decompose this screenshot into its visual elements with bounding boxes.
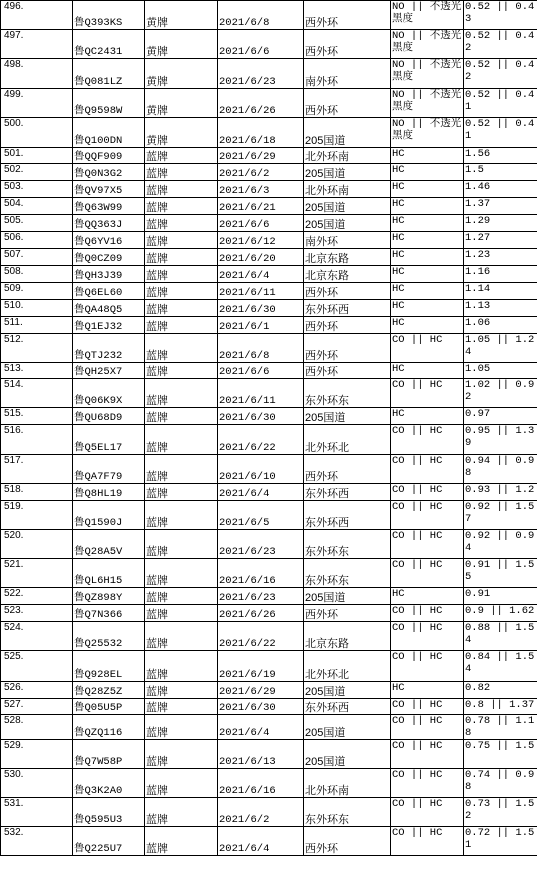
pollutant-cell: HC <box>391 682 464 699</box>
plate-color-cell: 蓝牌 <box>145 215 218 232</box>
table-row <box>1 501 537 530</box>
road-cell: 205国道 <box>304 198 391 215</box>
pollutant-cell: HC <box>391 266 464 283</box>
row-number-cell: 526. <box>1 682 73 699</box>
plate-number-cell: 鲁Q081LZ <box>73 59 145 89</box>
pollutant-cell: HC <box>391 408 464 425</box>
row-number-cell: 528. <box>1 715 73 740</box>
plate-number-cell: 鲁Q0N3G2 <box>73 164 145 181</box>
value-cell: 0.78 || 1.18 <box>464 715 537 740</box>
date-cell: 2021/6/4 <box>218 827 304 856</box>
plate-number-cell: 鲁Q225U7 <box>73 827 145 856</box>
pollutant-cell: HC <box>391 249 464 266</box>
table-row <box>1 249 537 266</box>
value-cell: 0.52 || 0.41 <box>464 118 537 148</box>
date-cell: 2021/6/26 <box>218 89 304 118</box>
row-number-cell: 516. <box>1 425 73 455</box>
table-row <box>1 715 537 740</box>
row-number-cell: 513. <box>1 363 73 379</box>
value-cell: 1.14 <box>464 283 537 300</box>
table-row <box>1 425 537 455</box>
plate-number-cell: 鲁Q28Z5Z <box>73 682 145 699</box>
table-row <box>1 300 537 317</box>
plate-number-cell: 鲁Q7W58P <box>73 740 145 769</box>
row-number-cell: 501. <box>1 148 73 164</box>
plate-number-cell: 鲁Q6EL60 <box>73 283 145 300</box>
road-cell: 西外环 <box>304 334 391 363</box>
road-cell: 205国道 <box>304 715 391 740</box>
road-cell: 北京东路 <box>304 266 391 283</box>
plate-color-cell: 蓝牌 <box>145 379 218 408</box>
pollutant-cell: HC <box>391 181 464 198</box>
date-cell: 2021/6/8 <box>218 1 304 30</box>
row-number-cell: 531. <box>1 798 73 827</box>
table-row <box>1 59 537 89</box>
row-number-cell: 507. <box>1 249 73 266</box>
pollutant-cell: CO || HC <box>391 798 464 827</box>
value-cell: 1.02 || 0.92 <box>464 379 537 408</box>
road-cell: 西外环 <box>304 1 391 30</box>
row-number-cell: 517. <box>1 455 73 484</box>
date-cell: 2021/6/2 <box>218 798 304 827</box>
plate-color-cell: 蓝牌 <box>145 651 218 682</box>
row-number-cell: 510. <box>1 300 73 317</box>
date-cell: 2021/6/22 <box>218 622 304 651</box>
date-cell: 2021/6/8 <box>218 334 304 363</box>
plate-color-cell: 蓝牌 <box>145 425 218 455</box>
row-number-cell: 509. <box>1 283 73 300</box>
road-cell: 205国道 <box>304 408 391 425</box>
plate-color-cell: 蓝牌 <box>145 164 218 181</box>
plate-color-cell: 蓝牌 <box>145 181 218 198</box>
plate-color-cell: 蓝牌 <box>145 559 218 588</box>
date-cell: 2021/6/11 <box>218 283 304 300</box>
road-cell: 西外环 <box>304 89 391 118</box>
table-row <box>1 89 537 118</box>
table-row <box>1 266 537 283</box>
road-cell: 205国道 <box>304 740 391 769</box>
row-number-cell: 498. <box>1 59 73 89</box>
plate-color-cell: 黄牌 <box>145 89 218 118</box>
pollutant-cell: CO || HC <box>391 740 464 769</box>
row-number-cell: 521. <box>1 559 73 588</box>
plate-color-cell: 蓝牌 <box>145 588 218 605</box>
table-row <box>1 484 537 501</box>
value-cell: 1.5 <box>464 164 537 181</box>
table-row <box>1 181 537 198</box>
plate-number-cell: 鲁QC2431 <box>73 30 145 59</box>
pollutant-cell: HC <box>391 300 464 317</box>
table-row <box>1 215 537 232</box>
plate-color-cell: 黄牌 <box>145 59 218 89</box>
value-cell: 0.88 || 1.54 <box>464 622 537 651</box>
date-cell: 2021/6/21 <box>218 198 304 215</box>
pollutant-cell: HC <box>391 198 464 215</box>
pollutant-cell: CO || HC <box>391 484 464 501</box>
plate-number-cell: 鲁QQ363J <box>73 215 145 232</box>
value-cell: 0.91 || 1.55 <box>464 559 537 588</box>
value-cell: 1.56 <box>464 148 537 164</box>
plate-number-cell: 鲁Q9598W <box>73 89 145 118</box>
plate-color-cell: 蓝牌 <box>145 455 218 484</box>
road-cell: 205国道 <box>304 164 391 181</box>
table-row <box>1 699 537 715</box>
pollutant-cell: HC <box>391 232 464 249</box>
pollutant-cell: NO || 不透光黑度 <box>391 59 464 89</box>
table-row <box>1 408 537 425</box>
row-number-cell: 519. <box>1 501 73 530</box>
plate-number-cell: 鲁Q6YV16 <box>73 232 145 249</box>
value-cell: 1.46 <box>464 181 537 198</box>
road-cell: 西外环 <box>304 827 391 856</box>
plate-number-cell: 鲁QA48Q5 <box>73 300 145 317</box>
value-cell: 0.92 || 0.94 <box>464 530 537 559</box>
pollutant-cell: CO || HC <box>391 715 464 740</box>
road-cell: 西外环 <box>304 317 391 334</box>
pollutant-cell: CO || HC <box>391 559 464 588</box>
pollutant-cell: CO || HC <box>391 699 464 715</box>
date-cell: 2021/6/5 <box>218 501 304 530</box>
date-cell: 2021/6/26 <box>218 605 304 622</box>
plate-color-cell: 蓝牌 <box>145 827 218 856</box>
plate-color-cell: 蓝牌 <box>145 715 218 740</box>
plate-number-cell: 鲁QH25X7 <box>73 363 145 379</box>
value-cell: 0.95 || 1.39 <box>464 425 537 455</box>
date-cell: 2021/6/23 <box>218 59 304 89</box>
table-row <box>1 283 537 300</box>
row-number-cell: 525. <box>1 651 73 682</box>
plate-color-cell: 蓝牌 <box>145 740 218 769</box>
table-row <box>1 164 537 181</box>
road-cell: 西外环 <box>304 363 391 379</box>
date-cell: 2021/6/30 <box>218 300 304 317</box>
plate-color-cell: 黄牌 <box>145 118 218 148</box>
value-cell: 0.92 || 1.57 <box>464 501 537 530</box>
value-cell: 0.91 <box>464 588 537 605</box>
plate-number-cell: 鲁QL6H15 <box>73 559 145 588</box>
pollutant-cell: NO || 不透光黑度 <box>391 118 464 148</box>
pollutant-cell: CO || HC <box>391 651 464 682</box>
plate-color-cell: 黄牌 <box>145 30 218 59</box>
date-cell: 2021/6/6 <box>218 363 304 379</box>
plate-number-cell: 鲁Q100DN <box>73 118 145 148</box>
road-cell: 北外环南 <box>304 181 391 198</box>
date-cell: 2021/6/22 <box>218 425 304 455</box>
value-cell: 1.05 <box>464 363 537 379</box>
table-body <box>1 1 537 856</box>
value-cell: 0.75 || 1.5 <box>464 740 537 769</box>
plate-color-cell: 蓝牌 <box>145 408 218 425</box>
plate-number-cell: 鲁QU68D9 <box>73 408 145 425</box>
date-cell: 2021/6/29 <box>218 682 304 699</box>
value-cell: 0.97 <box>464 408 537 425</box>
value-cell: 0.74 || 0.98 <box>464 769 537 798</box>
value-cell: 1.16 <box>464 266 537 283</box>
road-cell: 北外环南 <box>304 769 391 798</box>
plate-number-cell: 鲁QZ898Y <box>73 588 145 605</box>
plate-color-cell: 蓝牌 <box>145 283 218 300</box>
date-cell: 2021/6/30 <box>218 408 304 425</box>
pollutant-cell: HC <box>391 215 464 232</box>
date-cell: 2021/6/23 <box>218 530 304 559</box>
table-row <box>1 588 537 605</box>
plate-number-cell: 鲁Q0CZ09 <box>73 249 145 266</box>
plate-number-cell: 鲁Q7N366 <box>73 605 145 622</box>
row-number-cell: 512. <box>1 334 73 363</box>
row-number-cell: 504. <box>1 198 73 215</box>
plate-number-cell: 鲁Q05U5P <box>73 699 145 715</box>
road-cell: 北外环南 <box>304 148 391 164</box>
value-cell: 1.23 <box>464 249 537 266</box>
value-cell: 0.82 <box>464 682 537 699</box>
row-number-cell: 514. <box>1 379 73 408</box>
table-row <box>1 334 537 363</box>
row-number-cell: 506. <box>1 232 73 249</box>
plate-color-cell: 蓝牌 <box>145 266 218 283</box>
plate-color-cell: 蓝牌 <box>145 699 218 715</box>
road-cell: 东外环东 <box>304 559 391 588</box>
value-cell: 1.06 <box>464 317 537 334</box>
road-cell: 205国道 <box>304 118 391 148</box>
row-number-cell: 502. <box>1 164 73 181</box>
date-cell: 2021/6/6 <box>218 30 304 59</box>
value-cell: 0.52 || 0.42 <box>464 59 537 89</box>
value-cell: 1.13 <box>464 300 537 317</box>
date-cell: 2021/6/30 <box>218 699 304 715</box>
plate-number-cell: 鲁QQF909 <box>73 148 145 164</box>
value-cell: 0.52 || 0.41 <box>464 89 537 118</box>
table-row <box>1 148 537 164</box>
date-cell: 2021/6/19 <box>218 651 304 682</box>
value-cell: 0.52 || 0.42 <box>464 30 537 59</box>
road-cell: 西外环 <box>304 605 391 622</box>
pollutant-cell: CO || HC <box>391 530 464 559</box>
table-row <box>1 622 537 651</box>
plate-number-cell: 鲁Q393KS <box>73 1 145 30</box>
row-number-cell: 520. <box>1 530 73 559</box>
date-cell: 2021/6/23 <box>218 588 304 605</box>
pollutant-cell: NO || 不透光黑度 <box>391 1 464 30</box>
pollutant-cell: NO || 不透光黑度 <box>391 30 464 59</box>
date-cell: 2021/6/20 <box>218 249 304 266</box>
date-cell: 2021/6/16 <box>218 559 304 588</box>
value-cell: 1.29 <box>464 215 537 232</box>
row-number-cell: 524. <box>1 622 73 651</box>
road-cell: 西外环 <box>304 455 391 484</box>
road-cell: 北外环北 <box>304 425 391 455</box>
row-number-cell: 503. <box>1 181 73 198</box>
road-cell: 西外环 <box>304 283 391 300</box>
plate-color-cell: 蓝牌 <box>145 682 218 699</box>
value-cell: 0.84 || 1.54 <box>464 651 537 682</box>
row-number-cell: 522. <box>1 588 73 605</box>
pollutant-cell: HC <box>391 317 464 334</box>
date-cell: 2021/6/2 <box>218 164 304 181</box>
row-number-cell: 500. <box>1 118 73 148</box>
pollutant-cell: CO || HC <box>391 501 464 530</box>
pollutant-cell: HC <box>391 164 464 181</box>
table-row <box>1 682 537 699</box>
plate-number-cell: 鲁QH3J39 <box>73 266 145 283</box>
table-row <box>1 740 537 769</box>
plate-number-cell: 鲁QA7F79 <box>73 455 145 484</box>
table-row <box>1 363 537 379</box>
road-cell: 西外环 <box>304 30 391 59</box>
row-number-cell: 530. <box>1 769 73 798</box>
plate-number-cell: 鲁Q928EL <box>73 651 145 682</box>
pollutant-cell: CO || HC <box>391 379 464 408</box>
plate-number-cell: 鲁Q8HL19 <box>73 484 145 501</box>
value-cell: 0.72 || 1.51 <box>464 827 537 856</box>
pollutant-cell: CO || HC <box>391 622 464 651</box>
plate-number-cell: 鲁QZQ116 <box>73 715 145 740</box>
plate-color-cell: 蓝牌 <box>145 363 218 379</box>
pollutant-cell: CO || HC <box>391 605 464 622</box>
value-cell: 1.37 <box>464 198 537 215</box>
road-cell: 205国道 <box>304 215 391 232</box>
row-number-cell: 496. <box>1 1 73 30</box>
table-row <box>1 1 537 30</box>
plate-number-cell: 鲁Q63W99 <box>73 198 145 215</box>
date-cell: 2021/6/3 <box>218 181 304 198</box>
row-number-cell: 511. <box>1 317 73 334</box>
table-row <box>1 232 537 249</box>
table-row <box>1 798 537 827</box>
value-cell: 1.27 <box>464 232 537 249</box>
road-cell: 南外环 <box>304 59 391 89</box>
plate-color-cell: 蓝牌 <box>145 232 218 249</box>
table-row <box>1 530 537 559</box>
table-row <box>1 827 537 856</box>
date-cell: 2021/6/18 <box>218 118 304 148</box>
plate-color-cell: 蓝牌 <box>145 501 218 530</box>
plate-number-cell: 鲁Q5EL17 <box>73 425 145 455</box>
date-cell: 2021/6/6 <box>218 215 304 232</box>
value-cell: 0.94 || 0.98 <box>464 455 537 484</box>
table-row <box>1 769 537 798</box>
plate-color-cell: 黄牌 <box>145 1 218 30</box>
date-cell: 2021/6/12 <box>218 232 304 249</box>
road-cell: 北京东路 <box>304 249 391 266</box>
pollutant-cell: CO || HC <box>391 425 464 455</box>
road-cell: 东外环西 <box>304 699 391 715</box>
table-row <box>1 317 537 334</box>
plate-number-cell: 鲁Q06K9X <box>73 379 145 408</box>
row-number-cell: 518. <box>1 484 73 501</box>
table-row <box>1 379 537 408</box>
plate-color-cell: 蓝牌 <box>145 334 218 363</box>
date-cell: 2021/6/13 <box>218 740 304 769</box>
date-cell: 2021/6/16 <box>218 769 304 798</box>
plate-number-cell: 鲁QTJ232 <box>73 334 145 363</box>
road-cell: 东外环西 <box>304 300 391 317</box>
pollutant-cell: CO || HC <box>391 334 464 363</box>
plate-number-cell: 鲁Q28A5V <box>73 530 145 559</box>
plate-number-cell: 鲁Q1590J <box>73 501 145 530</box>
pollutant-cell: CO || HC <box>391 769 464 798</box>
plate-color-cell: 蓝牌 <box>145 798 218 827</box>
plate-number-cell: 鲁Q595U3 <box>73 798 145 827</box>
pollutant-cell: HC <box>391 588 464 605</box>
plate-color-cell: 蓝牌 <box>145 622 218 651</box>
table-row <box>1 651 537 682</box>
plate-color-cell: 蓝牌 <box>145 769 218 798</box>
date-cell: 2021/6/1 <box>218 317 304 334</box>
value-cell: 0.9 || 1.62 <box>464 605 537 622</box>
road-cell: 南外环 <box>304 232 391 249</box>
date-cell: 2021/6/11 <box>218 379 304 408</box>
road-cell: 东外环东 <box>304 798 391 827</box>
row-number-cell: 499. <box>1 89 73 118</box>
row-number-cell: 505. <box>1 215 73 232</box>
row-number-cell: 527. <box>1 699 73 715</box>
row-number-cell: 523. <box>1 605 73 622</box>
plate-number-cell: 鲁Q25532 <box>73 622 145 651</box>
plate-color-cell: 蓝牌 <box>145 317 218 334</box>
table-row <box>1 118 537 148</box>
pollutant-cell: NO || 不透光黑度 <box>391 89 464 118</box>
table-row <box>1 30 537 59</box>
plate-number-cell: 鲁QV97X5 <box>73 181 145 198</box>
date-cell: 2021/6/4 <box>218 484 304 501</box>
plate-color-cell: 蓝牌 <box>145 198 218 215</box>
value-cell: 0.93 || 1.2 <box>464 484 537 501</box>
road-cell: 205国道 <box>304 682 391 699</box>
row-number-cell: 508. <box>1 266 73 283</box>
plate-number-cell: 鲁Q3K2A0 <box>73 769 145 798</box>
table-row <box>1 605 537 622</box>
row-number-cell: 497. <box>1 30 73 59</box>
road-cell: 东外环西 <box>304 501 391 530</box>
value-cell: 0.8 || 1.37 <box>464 699 537 715</box>
road-cell: 北外环北 <box>304 651 391 682</box>
table-row <box>1 559 537 588</box>
row-number-cell: 532. <box>1 827 73 856</box>
plate-color-cell: 蓝牌 <box>145 300 218 317</box>
pollutant-cell: HC <box>391 148 464 164</box>
plate-color-cell: 蓝牌 <box>145 530 218 559</box>
value-cell: 0.52 || 0.43 <box>464 1 537 30</box>
road-cell: 205国道 <box>304 588 391 605</box>
date-cell: 2021/6/29 <box>218 148 304 164</box>
road-cell: 东外环东 <box>304 530 391 559</box>
pollutant-cell: CO || HC <box>391 827 464 856</box>
value-cell: 1.05 || 1.24 <box>464 334 537 363</box>
plate-number-cell: 鲁Q1EJ32 <box>73 317 145 334</box>
plate-color-cell: 蓝牌 <box>145 484 218 501</box>
plate-color-cell: 蓝牌 <box>145 605 218 622</box>
pollutant-cell: CO || HC <box>391 455 464 484</box>
row-number-cell: 515. <box>1 408 73 425</box>
row-number-cell: 529. <box>1 740 73 769</box>
table-row <box>1 198 537 215</box>
date-cell: 2021/6/4 <box>218 715 304 740</box>
plate-color-cell: 蓝牌 <box>145 148 218 164</box>
plate-color-cell: 蓝牌 <box>145 249 218 266</box>
pollutant-cell: HC <box>391 363 464 379</box>
table-row <box>1 455 537 484</box>
road-cell: 北京东路 <box>304 622 391 651</box>
value-cell: 0.73 || 1.52 <box>464 798 537 827</box>
date-cell: 2021/6/4 <box>218 266 304 283</box>
road-cell: 东外环西 <box>304 484 391 501</box>
road-cell: 东外环东 <box>304 379 391 408</box>
pollutant-cell: HC <box>391 283 464 300</box>
date-cell: 2021/6/10 <box>218 455 304 484</box>
